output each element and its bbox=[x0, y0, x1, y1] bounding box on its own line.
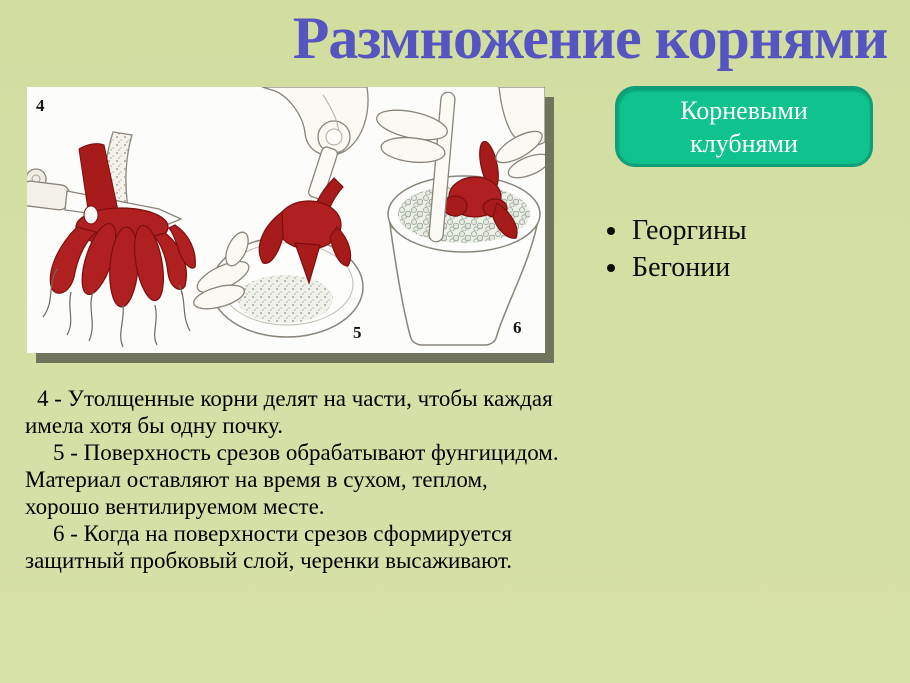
hand-left-fingers bbox=[374, 105, 450, 165]
list-item-georginy bbox=[630, 212, 747, 249]
panel-cutting-tubers bbox=[27, 132, 195, 347]
panel-fungicide-dip bbox=[191, 87, 368, 337]
plant-label: Бегонии bbox=[632, 252, 731, 283]
callout-label: Корневыми клубнями bbox=[680, 95, 808, 158]
tuber-cluster bbox=[50, 208, 195, 308]
step-5-text: 5 - Поверхность срезов обрабатывают фунгицидом. Материал оставляют на время в сухом, теплом, хорошо вентилируемом месте. bbox=[25, 440, 559, 519]
cluster-gap bbox=[84, 206, 98, 224]
page-title: Размножение корнями bbox=[292, 5, 888, 71]
hand-holding-tuber bbox=[262, 87, 368, 155]
tuber-division-illustration bbox=[27, 87, 545, 353]
steps-description bbox=[25, 385, 565, 574]
hand-right bbox=[491, 87, 545, 183]
step-6-text: 6 - Когда на поверхности срезов сформируется защитный пробковый слой, черенки высаживают. bbox=[25, 521, 513, 573]
powder-texture bbox=[237, 275, 333, 323]
callout-root-tubers bbox=[615, 86, 873, 167]
list-item-begonii bbox=[630, 249, 747, 286]
panel-label-5: 5 bbox=[353, 323, 362, 342]
panel-label-4: 4 bbox=[36, 96, 45, 115]
panel-planting-pot bbox=[374, 87, 545, 345]
plant-label: Георгины bbox=[632, 215, 747, 246]
step-4-text: 4 - Утолщенные корни делят на части, чтобы каждая имела хотя бы одну почку. bbox=[25, 386, 553, 438]
panel-label-6: 6 bbox=[513, 318, 522, 337]
plant-list bbox=[606, 212, 747, 286]
illustration-svg bbox=[27, 87, 545, 353]
